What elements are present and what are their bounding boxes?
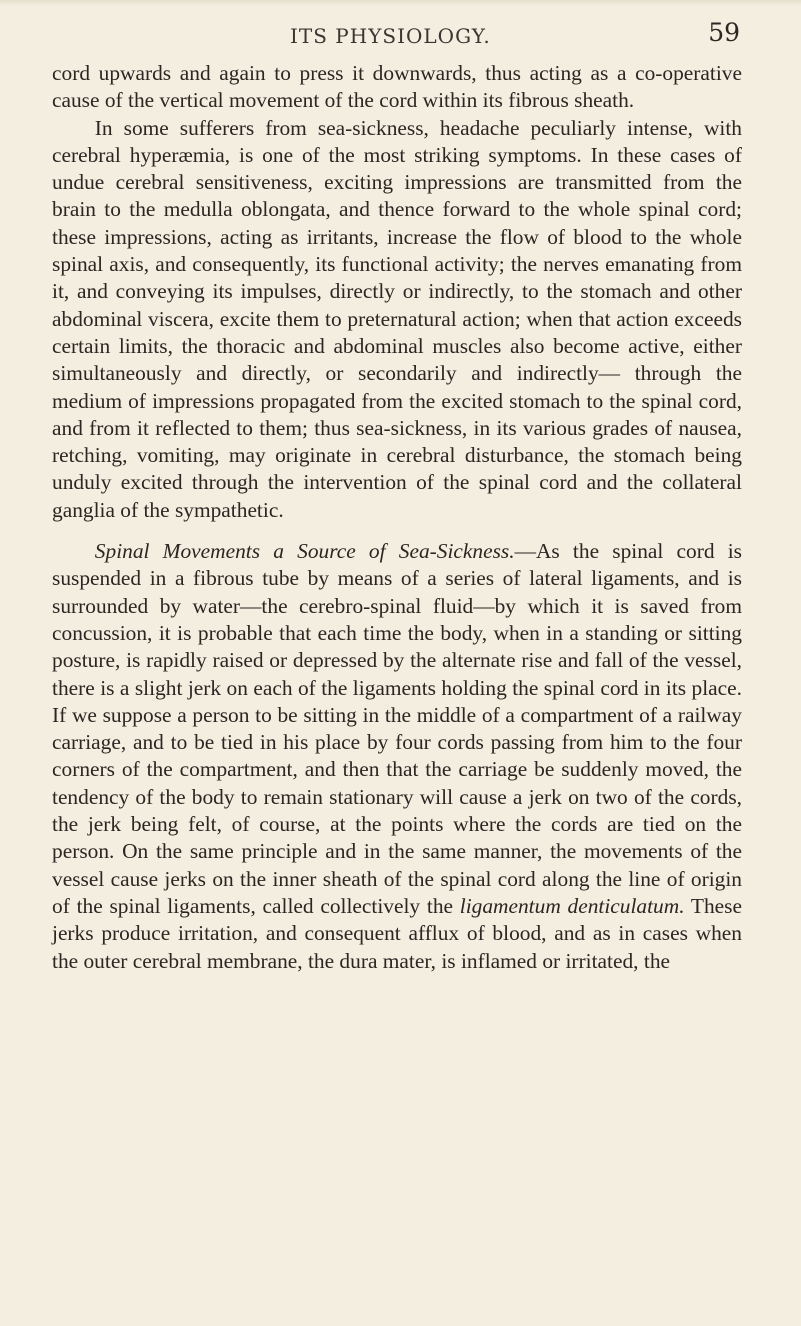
running-head [60, 18, 740, 54]
paragraph-spinal-movements [52, 538, 742, 975]
page-number: 59 [708, 18, 740, 47]
paragraph-cerebral-cases: In some sufferers from sea-sickness, headache peculiarly intense, with cerebral hyperæmia, is one of the most striking symptoms. In these cases of undue cerebral sensitiveness, exciting impressions are transmitted from the brain to the medulla oblongata, and thence forward to the whole spinal cord; these impressions, acting as irritants, increase the flow of blood to the whole spinal axis, and consequently, its functional activity; the nerves emanating from it, and conveying its impulses, directly or indirectly, to the stomach and other abdominal viscera, excite them to preternatural action; when that action exceeds certain limits, the thoracic and abdominal muscles also become active, either simultaneously and directly, or secondarily and indirectly— through the medium of impressions propagated from the excited stomach to the spinal cord, and from it reflected to them; thus sea-sickness, in its various grades of nausea, retching, vomiting, may originate in cerebral disturbance, the stomach being unduly excited through the intervention of the spinal cord and the collateral ganglia of the sympathetic. [52, 115, 742, 522]
section-heading: Spinal Movements a Source of Sea-Sickness. [94, 539, 515, 564]
paragraph-continued: cord upwards and again to press it downwards, thus acting as a co-operative cause of the vertical movement of the cord within its fibrous sheath. [52, 61, 742, 113]
paragraph-text-part-a: —As the spinal cord is suspended in a fibrous tube by means of a series of lateral ligaments, and is surrounded by water—the cerebro-spinal fluid—by which it is saved from concussion, it is probable that each time the body, when in a standing or sitting posture, is rapidly raised or depressed by the alternate rise and fall of the vessel, there is a slight jerk on each of the ligaments holding the spinal cord in its place. If we suppose a person to be sitting in the middle of a compartment of a railway carriage, and to be tied in his place by four cords passing from him to the four corners of the compartment, and then that the carriage be suddenly moved, the tendency of the body to remain stationary will cause a jerk on two of the cords, the jerk being felt, of course, at the points where the cords are tied on the person. On the same principle and in the same manner, the movements of the vessel cause jerks on the inner sheath of the spinal cord along the line of origin of the spinal ligaments, called collectively the [52, 539, 742, 918]
latin-term: ligamentum denticulatum. [459, 893, 685, 918]
paragraph-text-part-b: These jerks produce irritation, and consequent afflux of blood, and as in cases when the outer cerebral membrane, the dura mater, is inflamed or irritated, the [52, 893, 742, 973]
body-text [52, 60, 742, 975]
paragraph-gap [52, 524, 742, 538]
running-title: ITS PHYSIOLOGY. [290, 24, 491, 48]
page-top-edge [0, 0, 801, 6]
